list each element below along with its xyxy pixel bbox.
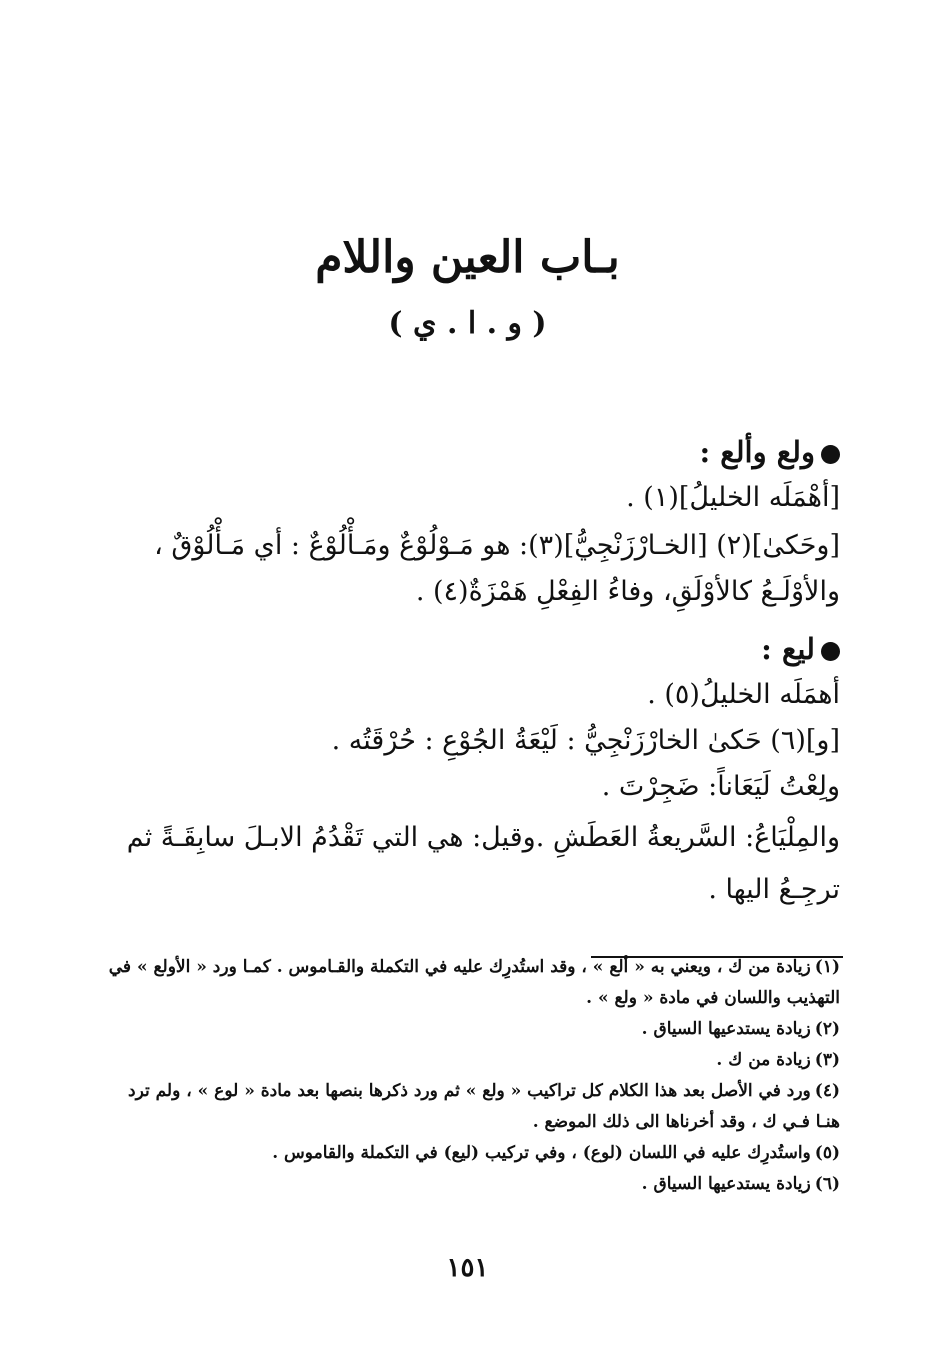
- entry-heading: [100, 628, 840, 672]
- footnote: [100, 952, 840, 1014]
- footnote: [100, 1014, 840, 1045]
- bullet-icon: [821, 642, 840, 661]
- footnote-number: (٣): [814, 1050, 840, 1070]
- footnote-text: زيادة من ك .: [716, 1050, 811, 1070]
- entry-walaa: [100, 431, 840, 615]
- footnote-text: واستُدرِك عليه في اللسان (لوع) ، وفي تركيب (ليع) في التكملة والقاموس .: [272, 1143, 811, 1163]
- footnote-number: (٤): [814, 1081, 840, 1101]
- bullet-icon: [821, 445, 840, 464]
- chapter-title: بـاب العين واللام: [315, 232, 620, 283]
- footnote-number: (٥): [814, 1143, 840, 1163]
- entry-line: [و](٦) حَكىٰ الخارْزَنْجِيُّ : لَيْعَةُ الجُوْعِ : حُرْقَتُه .: [331, 725, 840, 756]
- footnote-text: زيادة يستدعيها السياق .: [641, 1019, 811, 1039]
- footnote-text: ورد في الأصل بعد هذا الكلام كل تراكيب « ولع » ثم ورد ذكرها بنصها بعد مادة « لوع » ، ولم ترد هنـا فـي ك ، وقد أخرناها الى ذلك الموضع .: [128, 1081, 840, 1132]
- footnote-text: زيادة يستدعيها السياق .: [641, 1174, 811, 1194]
- footnote-number: (١): [814, 957, 840, 977]
- footnote-number: (٦): [814, 1174, 840, 1194]
- entry-layaa: [100, 628, 840, 916]
- footnote: [100, 1045, 840, 1076]
- entry-heading: [100, 431, 840, 475]
- entry-line: [أهْمَلَه الخليلُ](١) .: [626, 482, 840, 513]
- headword: ولع وألع :: [699, 435, 815, 469]
- headword: ليع :: [761, 632, 815, 666]
- footnote-text: زيادة من ك ، ويعني به « ألع » ، وقد استُدرِك عليه في التكملة والقـاموس . كمـا ورد « الأولع » في التهذيب واللسان في مادة « ولع » .: [108, 957, 840, 1008]
- page-number: ١٥١: [446, 1253, 489, 1283]
- footnote: [100, 1076, 840, 1138]
- footnote: [100, 1169, 840, 1200]
- footnotes: [100, 952, 840, 1200]
- entry-line: والمِلْيَاعُ: السَّريعةُ العَطَشِ .وقيل: هي التي تَقْدُمُ الابـلَ سابِقَـةً ثم ترجِـعُ اليها .: [126, 822, 840, 905]
- root-letters: ( و . ا . ي ): [388, 306, 547, 341]
- footnote-number: (٢): [814, 1019, 840, 1039]
- entry-line: ولِعْتُ لَيَعَاناً: ضَجِرْتَ .: [601, 771, 840, 802]
- entry-line: [وحَكىٰ](٢) [الخـارْزَنْجِيُّ](٣): هو مَـوْلُوْعٌ ومَـأْلُوْعٌ : أي مَـأْلُوْقٌ ، والأوْلَـعُ كالأوْلَقِ، وفاءُ الفِعْلِ هَمْزَةٌ(٤) .: [154, 530, 840, 607]
- entry-line: أهمَلَه الخليلُ(٥) .: [647, 679, 840, 710]
- footnote: [100, 1138, 840, 1169]
